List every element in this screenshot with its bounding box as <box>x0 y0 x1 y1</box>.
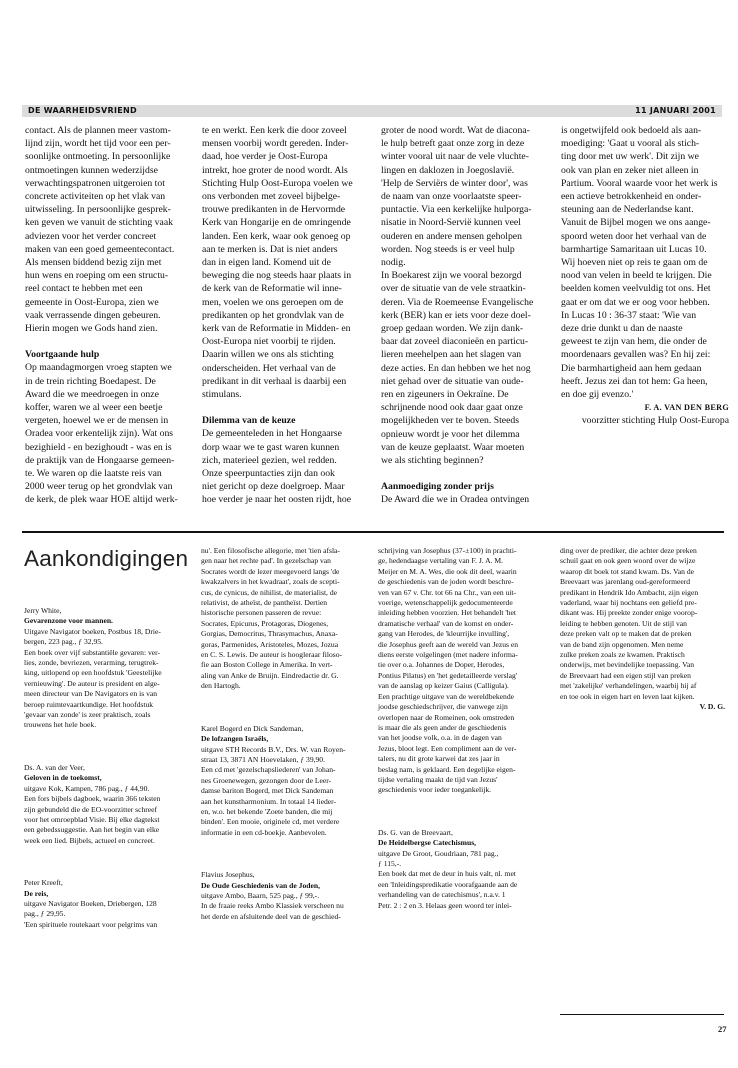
paragraph <box>25 124 193 335</box>
text-line: ouderen en andere mensen geholpen <box>381 230 522 242</box>
text-line: predikanten op het grondvlak van de <box>202 309 344 321</box>
review-line: ge, hedendaagse vertaling van F. J. A. M. <box>378 556 504 566</box>
text-line: met 'zakelijke' verhandelingen, waarbij hij af <box>560 681 697 691</box>
text-line: de kerk, de plek waar HOE altijd werk- <box>25 494 178 506</box>
review-line: Petr. 2 : 2 en 3. Helaas geen woord ter inlei- <box>378 900 512 910</box>
review-line: king, uitlopend op een hoofdstuk 'Geestelijke <box>24 668 162 678</box>
reviewer-initials: V. D. G. <box>699 702 725 712</box>
review-line: Ds. G. van de Breevaart, <box>378 827 453 837</box>
text-line: niet gericht op deze doelgroep. Maar <box>202 481 345 493</box>
text-line: Onze speerpuntacties zijn dan ook <box>202 468 335 480</box>
review-line: Socrates wordt de lezer meegevoerd langs 'de <box>201 566 340 576</box>
review-line: voor het omroepblad Visie. Bij elke dagtekst <box>24 814 160 824</box>
review-line: een gebedssuggestie. Aan het begin van elke <box>24 825 160 835</box>
text-line: contact. Als de plannen meer vastom- <box>25 125 171 136</box>
paragraph <box>381 124 553 467</box>
text-line: schrijnende nood ook daar gaat onze <box>381 402 523 414</box>
text-line: aan te merken is. Dat is niet anders <box>202 243 338 255</box>
review-line: de geschiedenis van de joden wordt beschre- <box>378 577 514 587</box>
text-line: hoe verder je naar het oosten rijdt, hoe <box>202 494 352 506</box>
review-line: Peter Kreeft, <box>24 878 63 888</box>
review-line: Een cd met 'gezelschapsliederen' van Johan- <box>201 765 336 775</box>
text-line: groep gedaan worden. We zijn dank- <box>381 323 524 335</box>
text-line: onderwijs, met bevindelijke toepassing. Van <box>560 660 694 670</box>
review-line: Karel Bogerd en Dick Sandeman, <box>201 723 304 733</box>
text-line: vaak verrassende dingen gebeuren. <box>25 309 161 321</box>
text-line: vaderland, waar hij nochtans een geliefd pre- <box>560 598 697 608</box>
text-line: opnieuw wordt je voor het dilemma <box>381 428 520 440</box>
article-column-3 <box>381 124 553 507</box>
subheading: Dilemma van de keuze <box>202 415 296 427</box>
review-line: damse bariton Bogerd, met Dick Sandeman <box>201 786 334 796</box>
review-line: Jezus, bloot legt. Een compliment aan de ver- <box>378 743 517 753</box>
text-line: beelden komen veelvuldig tot ons. Het <box>561 283 711 295</box>
text-line: en toe ook in eigen hart en leven laat kijken. <box>560 691 695 701</box>
text-line: deze preken valt op te maken dat de preken <box>560 629 692 639</box>
text-line: barmhartige Samaritaan uit Lucas 10. <box>561 243 707 255</box>
text-line: van de keuze geplaatst. Waar moeten <box>381 441 525 453</box>
section-title: Aankondigingen <box>24 546 189 571</box>
text-line: dan in eigen land. Komend uit de <box>202 257 331 269</box>
text-line: worden. Nog steeds is er veel hulp <box>381 243 515 255</box>
subheading: Aanmoediging zonder prijs <box>381 481 494 493</box>
review-line: die Josephus geeft aan de wereld van Jezus en <box>378 639 519 649</box>
review-line: week een lied. Bijbels, actueel en concreet. <box>24 835 155 845</box>
text-line: trouwe predikanten in de Hervormde <box>202 204 346 216</box>
text-line: concrete activiteiten op het vlak van <box>25 191 166 203</box>
announcements-column-2 <box>201 546 371 954</box>
review-line: cus, de cynicus, de nihilist, de materialist, de <box>201 587 338 597</box>
review-line: aan het kunstharmonium. In totaal 14 lieder- <box>201 796 337 806</box>
review-line: Gorgias, Democritus, Thrasymachus, Anaxa- <box>201 629 338 639</box>
text-line: nisatie in Noord-Servië kunnen veel <box>381 217 521 229</box>
page-number: 27 <box>718 1024 727 1034</box>
review-line: 'gevaar van zonde' is zeer praktisch, zoals <box>24 710 151 720</box>
text-line: Daarin willen we ons als stichting <box>202 349 334 361</box>
text-line: moordenaars gevallen was? En hij zei: <box>561 349 711 361</box>
review-line: van het joodse volk, o.a. in de dagen van <box>378 733 502 743</box>
text-line: kerk van de Reformatie in Midden- en <box>202 323 351 335</box>
article-column-4 <box>561 124 729 428</box>
text-line: Award die we meedroegen in onze <box>25 388 159 400</box>
text-line: Wij hoeven niet op reis te gaan om de <box>561 257 708 269</box>
review-line: beroep ruimtevaartkundige. Het hoofdstuk <box>24 699 154 709</box>
text-line: is ongetwijfeld ook bedoeld als aan- <box>561 125 702 136</box>
text-line: baar dat zoveel diaconieën en particu- <box>381 336 529 348</box>
text-line: niet gehad over de situatie van oude- <box>381 375 524 387</box>
review-entry <box>24 878 189 930</box>
text-line: moediging: 'Gaat u vooral als stich- <box>561 138 700 150</box>
text-line: verwachtingspatronen uitgeroien tot <box>25 177 165 189</box>
text-line: steuning aan de Nederlandse kant. <box>561 204 694 216</box>
review-line: binden'. Een mooie, originele cd, met verdere <box>201 817 340 827</box>
text-line: ting door met uw werk'. Dit zijn we <box>561 151 699 163</box>
review-line: talers, nu dit grote karwei dat zes jaar in <box>378 754 500 764</box>
text-line: te en werkt. Een kerk die door zoveel <box>202 125 347 136</box>
text-line: te. We waren op die laatste reis van <box>25 468 162 480</box>
review-line: In de fraaie reeks Ambo Klassiek verscheen nu <box>201 901 344 911</box>
text-line: Partium. Vooral waarde voor het werk is <box>561 177 718 189</box>
review-line: fie aan Boston College in Amerika. In vert- <box>201 660 333 670</box>
text-line: vergeten, hoewel we er de mensen in <box>25 415 169 427</box>
review-line: Uitgave Navigator boeken, Postbus 18, Drie- <box>24 626 161 636</box>
issue-date: 11 JANUARI 2001 <box>635 106 716 115</box>
text-line: predikant in Hendrik Ido Ambacht, zijn eigen <box>560 587 699 597</box>
review-line: pag., ƒ 29,95. <box>24 909 66 919</box>
text-line: reel contact te hebben met een <box>25 283 143 295</box>
review-line: joodse geschiedschrijver, die vanwege zijn <box>378 702 508 712</box>
review-line: Ds. A. van der Veer, <box>24 762 85 772</box>
book-title: De Oude Geschiedenis van de Joden, <box>201 880 320 890</box>
review-line: Een boek dat met de deur in huis valt, nl. met <box>378 869 516 879</box>
text-line: van de band zijn opgenomen. Men neme <box>560 639 684 649</box>
text-line: groter de nood wordt. Wat de diacona- <box>381 125 530 136</box>
text-line: 'Help de Serviërs de winter door', was <box>381 177 528 189</box>
review-line: nes Groenewegen, gezongen door de Leer- <box>201 775 332 785</box>
text-line: adviezen voor het verder concreet <box>25 230 157 242</box>
text-line: lijnd zijn, wordt het tijd voor een per- <box>25 138 171 150</box>
text-line: Oradea voor erkentelijk zijn). Wat ons <box>25 428 174 440</box>
review-entry <box>24 606 189 731</box>
text-line: bezighield - en bezighoudt - was en is <box>25 441 172 453</box>
review-line: uitgave STH Records B.V., Drs. W. van Royen- <box>201 744 346 754</box>
article-column-2 <box>202 124 372 507</box>
text-line: dikant was. Hij preekte zonder enige voorop- <box>560 608 698 618</box>
review-line: Pontius Pilatus) en 'het gedetailleerde verslag' <box>378 670 518 680</box>
text-line: koffer, waren we al weer een beetje <box>25 402 163 414</box>
text-line: spoord weten door het verhaal van de <box>561 230 707 242</box>
article-column-1 <box>25 124 193 507</box>
review-line: relativist, de atheïst, de pantheïst. Dertien <box>201 598 328 608</box>
text-line: Vanuit de Bijbel mogen we ons aange- <box>561 217 711 229</box>
review-line: schrijving van Josephus (37-±100) in prachti- <box>378 546 517 555</box>
announcements-column-3 <box>378 546 550 943</box>
review-entry <box>201 870 371 922</box>
text-line: mensen voorbij wordt gereden. Inder- <box>202 138 349 150</box>
review-line: overlopen naar de Romeinen, ook omstreden <box>378 712 515 722</box>
text-line: men, voelen we ons geroepen om de <box>202 296 344 308</box>
text-line: winter vooral uit naar de vele vluchte- <box>381 151 529 163</box>
review-line: straat 13, 3871 AN Hoevelaken, ƒ 39,90. <box>201 754 326 764</box>
book-title: Gevarenzone voor mannen. <box>24 616 113 626</box>
footer-rule <box>560 1014 724 1015</box>
review-line: Flavius Josephus, <box>201 870 255 880</box>
review-line: is maar die als geen ander de geschiedenis <box>378 722 507 732</box>
review-line: diens eerste volgelingen (met nadere informa- <box>378 650 518 660</box>
text-line: ren en zigeuners in Oekraïne. De <box>381 389 509 401</box>
text-line: de kerk van de Reformatie wil inne- <box>202 283 342 295</box>
text-line: De gemeenteleden in het Hongaarse <box>202 428 342 440</box>
text-line: gemeente in Oost-Europa, zien we <box>25 296 159 308</box>
text-line: Kerk van Hongarije en de omringende <box>202 217 351 229</box>
text-line: en doe gij evenzo.' <box>561 389 634 401</box>
book-title: De Heidelbergse Catechismus, <box>378 838 477 848</box>
text-line: waarop dit boek tot stand kwam. Ds. Van de <box>560 566 694 576</box>
text-line: puntactie. Via een kerkelijke hulporga- <box>381 204 532 216</box>
text-line: deze acties. En dan hebben we het nog <box>381 362 531 374</box>
review-line: zijn gebundeld die de EO-voorzitter schreef <box>24 804 158 814</box>
paragraph <box>202 124 372 401</box>
author-role: voorzitter stichting Hulp Oost-Europa <box>581 415 729 427</box>
text-line: een actieve betrokkenheid en onder- <box>561 191 702 203</box>
text-line: In Boekarest zijn we vooral bezorgd <box>381 270 522 282</box>
text-line: mogelijkheden ver te boven. Steeds <box>381 415 520 427</box>
review-line: goras, Parmenides, Aristoteles, Mozes, Jozua <box>201 639 339 649</box>
paragraph <box>202 427 372 506</box>
text-line: de naam van onze voorlaatste speer- <box>381 191 522 203</box>
text-line: intrekt, hoe groter de nood wordt. Als <box>202 164 348 176</box>
announcements-column-4 <box>560 546 725 713</box>
review-line: gen naar het rechte pad'. In gezelschap van <box>201 556 331 566</box>
text-line: zich, materieel gezien, wel redden. <box>202 454 337 466</box>
review-line: meen directeur van De Navigators en is van <box>24 689 158 699</box>
review-line: tijdse vertaling maakt de tijd van Jezus' <box>378 774 498 784</box>
text-line: le hulp betreft gaat onze zorg in deze <box>381 138 525 150</box>
text-line: dorp waar we te gast waren kunnen <box>202 441 340 453</box>
text-line: predikant in dit verhaal is daarbij een <box>202 375 347 387</box>
book-title: Geloven in de toekomst, <box>24 773 102 783</box>
review-line: het derde en afsluitende deel van de geschied- <box>201 911 341 921</box>
text-line: deze drie dunkt u dan de naaste <box>561 323 683 335</box>
review-line: verhandeling van de catechismus', n.a.v. 1 <box>378 890 506 900</box>
review-line: geschiedenis voor ieder toegankelijk. <box>378 785 492 795</box>
review-line: 'Een spirituele routekaart voor pelgrims van <box>24 919 158 929</box>
review-text <box>560 546 725 702</box>
text-line: Als mensen biddend bezig zijn met <box>25 257 162 269</box>
review-line: bergen, 223 pag., ƒ 32,95. <box>24 637 103 647</box>
review-line: van de aanslag op keizer Gaius (Calligula). <box>378 681 509 691</box>
review-line: Een boek over vijf substantiële gevaren: ver- <box>24 647 161 657</box>
text-line: Op maandagmorgen vroeg stapten we <box>25 362 172 374</box>
review-line: nu'. Een filosofische allegorie, met 'tien afsla- <box>201 546 340 555</box>
text-line: leiding te hebben genoten. Uit de stijl van <box>560 618 687 628</box>
text-line: stimulans. <box>202 389 242 401</box>
review-line: beslag nam, is geklaard. Een degelijke eigen- <box>378 764 516 774</box>
section-divider <box>22 531 724 533</box>
review-line: trouwens het hele boek. <box>24 720 97 730</box>
text-line: hun wens en roeping om een structu- <box>25 270 169 282</box>
text-line: deren. Via de Roemeense Evangelische <box>381 296 534 308</box>
text-line: Breevaart was jarenlang oud-gereformeerd <box>560 577 691 587</box>
text-line: 2000 weer terug op het grondvlak van <box>25 481 173 493</box>
paragraph <box>381 493 553 506</box>
review-line: voerige, wetenschappelijk gedocumenteerde <box>378 598 513 608</box>
review-line: Een fors bijbels dagboek, waarin 366 teksten <box>24 794 161 804</box>
paragraph <box>25 361 193 506</box>
review-line: tie over o.a. Johannes de Doper, Herodes, <box>378 660 505 670</box>
review-line: dramatische verhaal' van de komst en onder- <box>378 618 514 628</box>
review-line: ven van 67 v. Chr. tot 66 na Chr., van een uit- <box>378 587 517 597</box>
review-line: Meijer en M. A. Wes, die ook dit deel, waarin <box>378 566 517 576</box>
review-line: en, w.o. het bekende 'Zoete banden, die mij <box>201 806 333 816</box>
running-header <box>22 105 722 117</box>
review-entry <box>24 763 189 846</box>
review-line: gang van Herodes, de 'kleurrijke invulling', <box>378 629 510 639</box>
text-line: uitwisseling. In persoonlijke gesprek- <box>25 204 171 216</box>
text-line: De Award die we in Oradea ontvingen <box>381 494 530 506</box>
text-line: Die barmhartigheid aan hem gedaan <box>561 362 702 374</box>
text-line: soonlijke ontmoeting. In persoonlijke <box>25 151 171 163</box>
text-line: heeft. Jezus zei dan tot hem: Ga heen, <box>561 375 708 387</box>
author-name: F. A. VAN DEN BERG <box>644 403 729 413</box>
review-line: een 'Inleidingspredikatie voorafgaande aan de <box>378 879 518 889</box>
text-line: de praktijk van de Hongaarse gemeen- <box>25 454 175 466</box>
review-line: informatie in een cd-boekje. Aanbevolen. <box>201 827 327 837</box>
text-line: nodig. <box>381 257 406 269</box>
text-line: we als stichting beginnen? <box>381 455 484 467</box>
book-title: De reis, <box>24 888 49 898</box>
review-line: uitgave Kok, Kampen, 786 pag., ƒ 44,90. <box>24 783 150 793</box>
text-line: zulke preken zoals ze kwamen. Praktisch <box>560 650 685 660</box>
text-line: Oost-Europa niet voorbij te rijden. <box>202 336 336 348</box>
review-entry <box>201 546 371 692</box>
text-line: in de trein richting Boedapest. De <box>25 375 156 387</box>
text-line: ding over de prediker, die achter deze preken <box>560 546 697 555</box>
review-entry <box>378 546 550 796</box>
text-line: ontmoetingen kunnen wederzijdse <box>25 164 158 176</box>
review-line: Socrates, Epicurus, Protagoras, Diogenes, <box>201 618 329 628</box>
review-line: lies, zonde, bevriezen, verarming, terugtrek- <box>24 658 159 668</box>
review-line: uitgave Ambo, Baarn, 525 pag., ƒ 99,-. <box>201 890 320 900</box>
review-entry <box>201 724 371 838</box>
text-line: In Lucas 10 : 36-37 staat: 'Wie van <box>561 309 697 321</box>
publication-name: DE WAARHEIDSVRIEND <box>28 106 137 115</box>
text-line: over de situatie van de vele straatkin- <box>381 283 526 295</box>
text-line: nood van velen in beeld te krijgen. Die <box>561 270 712 282</box>
review-line: uitgave Navigator Boeken, Driebergen, 128 <box>24 898 157 908</box>
announcements-column-1 <box>24 606 189 962</box>
subheading: Voortgaande hulp <box>25 349 100 361</box>
book-title: De lofzangen Israëls, <box>201 734 269 744</box>
text-line: ken geven we vanuit de stichting vaak <box>25 217 173 229</box>
text-line: schuil gaat en ook geen woord over de wijze <box>560 556 696 566</box>
review-line: aling van Anke de Bruijn. Eindredactie dr. G. <box>201 670 339 680</box>
text-line: Stichting Hulp Oost-Europa voelen we <box>202 177 353 189</box>
review-line: Jerry White, <box>24 606 62 615</box>
review-line: kwakzalvers in het kwadraat', zoals de scepti- <box>201 577 340 587</box>
text-line: landen. Een kerk, waar ook genoeg op <box>202 230 351 242</box>
review-line: den Hartogh. <box>201 681 241 691</box>
review-line: en C. S. Lewis. De auteur is hoogleraar filoso- <box>201 650 343 660</box>
text-line: lieren meehelpen aan het slagen van <box>381 349 522 361</box>
text-line: de Breevaart had een eigen stijl van preken <box>560 670 691 680</box>
review-entry <box>378 828 550 911</box>
text-line: beweging die nog steeds haar plaats in <box>202 270 352 282</box>
text-line: kerk (BER) kan er iets voor deze doel- <box>381 309 531 321</box>
text-line: gaat er om dat we er oog voor hebben. <box>561 296 710 308</box>
text-line: maken van een goed gemeentecontact. <box>25 243 175 255</box>
text-line: ons verbonden met zoveel bijbelge- <box>202 191 341 203</box>
review-line: vernieuwing'. De auteur is president en alge- <box>24 678 160 688</box>
text-line: geweest te zijn van hem, die onder de <box>561 336 707 348</box>
text-line: daad, hoe verder je Oost-Europa <box>202 151 328 163</box>
review-line: ƒ 115,-. <box>378 858 402 868</box>
paragraph <box>561 124 729 401</box>
text-line: onderscheiden. Het verhaal van de <box>202 362 336 374</box>
review-line: historische personen passeren de revue: <box>201 608 322 618</box>
review-line: Een prachtige uitgave van de wereldbekende <box>378 691 514 701</box>
review-line: uitgave De Groot, Goudriaan, 781 pag., <box>378 848 499 858</box>
review-line: inleiding hebben voorzien. Het behandelt 'het <box>378 608 517 618</box>
text-line: Hierin mogen we Gods hand zien. <box>25 323 158 335</box>
text-line: ook van plan en zeker niet alleen in <box>561 164 699 176</box>
text-line: lingen en daklozen in Joegoslavië. <box>381 164 515 176</box>
